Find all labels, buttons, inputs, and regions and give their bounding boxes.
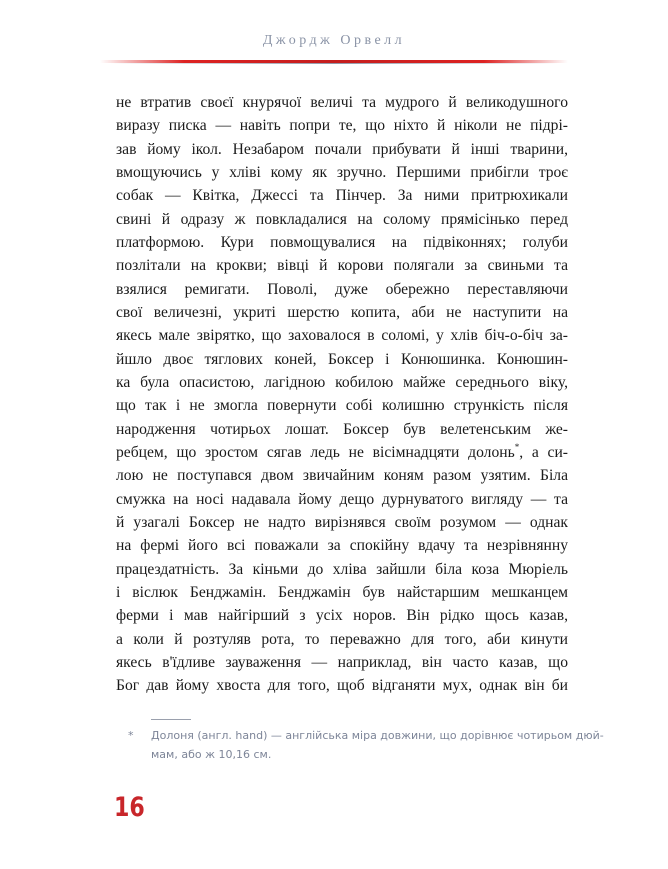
body-line: лою не поступався двом звичайним коням разом узятим. Біла xyxy=(116,467,568,485)
body-line: йшло двоє тяглових коней, Боксер і Конюшинка. Конюшин- xyxy=(116,350,568,368)
body-line: платформою. Кури повмощувалися на підвіконнях; голуби xyxy=(116,233,568,251)
footnote xyxy=(151,727,604,764)
body-line: Бог дав йому хвоста для того, щоб відганяти мух, однак він би xyxy=(116,677,568,695)
body-line-with-footnote xyxy=(116,441,568,464)
body-line: взялися ремигати. Поволі, дуже обережно переставляючи xyxy=(116,280,568,298)
body-line: свині й одразу ж повкладалися на солому прямісінько перед xyxy=(116,210,568,228)
body-line: й узагалі Боксер не надто вирізнявся своїм розумом — однак xyxy=(116,513,568,531)
footnote-line: Долоня (англ. hand) — англійська міра довжини, що дорівнює чотирьом дюй- xyxy=(151,729,604,742)
footnote-line: мам, або ж 10,16 см. xyxy=(151,747,272,761)
footnote-marker: * xyxy=(128,729,134,742)
body-line: не втратив своєї кнурячої величі та мудрого й великодушного xyxy=(116,94,568,111)
body-line: смужка на носі надавала йому дещо дурнуватого вигляду — та xyxy=(116,490,568,508)
body-line: працездатність. За кіньми до хліва зайшли біла коза Мюріель xyxy=(116,560,568,578)
body-line: вмощуючись у хліві кому як зручно. Першими прибігли троє xyxy=(116,163,568,181)
body-line: ка була опасистою, лагідною кобилою майже середнього віку, xyxy=(116,373,568,391)
body-line: а коли й розтуляв рота, то переважно для того, аби кинути xyxy=(116,630,568,648)
body-line: собак — Квітка, Джессі та Пінчер. За ними притрюхикали xyxy=(116,187,568,205)
body-line: що так і не змогла повернути собі колишню стрункість після xyxy=(116,397,568,415)
body-line-part: ребцем, що зростом сягав ледь не вісімнадцяти долонь xyxy=(116,443,515,461)
footnote-reference[interactable]: * xyxy=(514,441,520,452)
body-line: якесь мале звірятко, що заховалося в соломі, у хлів біч-о-біч за- xyxy=(116,327,568,345)
body-line: ферми і мав найгірший з усіх норов. Він рідко щось казав, xyxy=(116,607,568,625)
body-line: народження чотирьох лошат. Боксер був велетенським же- xyxy=(116,420,568,438)
body-line: на фермі його всі поважали за спокійну вдачу та незрівнянну xyxy=(116,537,568,555)
body-line: виразу писка — навіть попри те, що ніхто й ніколи не підрі- xyxy=(116,117,568,135)
body-line: зав йому ікол. Незабаром почали прибувати й інші тварини, xyxy=(116,140,568,158)
page-number: 16 xyxy=(114,792,145,823)
body-text xyxy=(116,91,568,698)
body-line: свої величезні, укриті шерстю копита, аби не наступити на xyxy=(116,303,568,321)
body-line: і віслюк Бенджамін. Бенджамін був найстаршим мешканцем xyxy=(116,583,568,601)
running-header: Джордж Орвелл xyxy=(262,33,406,48)
body-line-part: , а си- xyxy=(519,443,569,461)
body-line: позлітали на крокви; вівці й корови полягали за свиньми та xyxy=(116,257,568,275)
header-rule-shadow xyxy=(110,63,558,64)
footnote-divider xyxy=(151,719,191,720)
body-line: якесь в'їдливе зауваження — наприклад, він часто казав, що xyxy=(116,653,568,671)
